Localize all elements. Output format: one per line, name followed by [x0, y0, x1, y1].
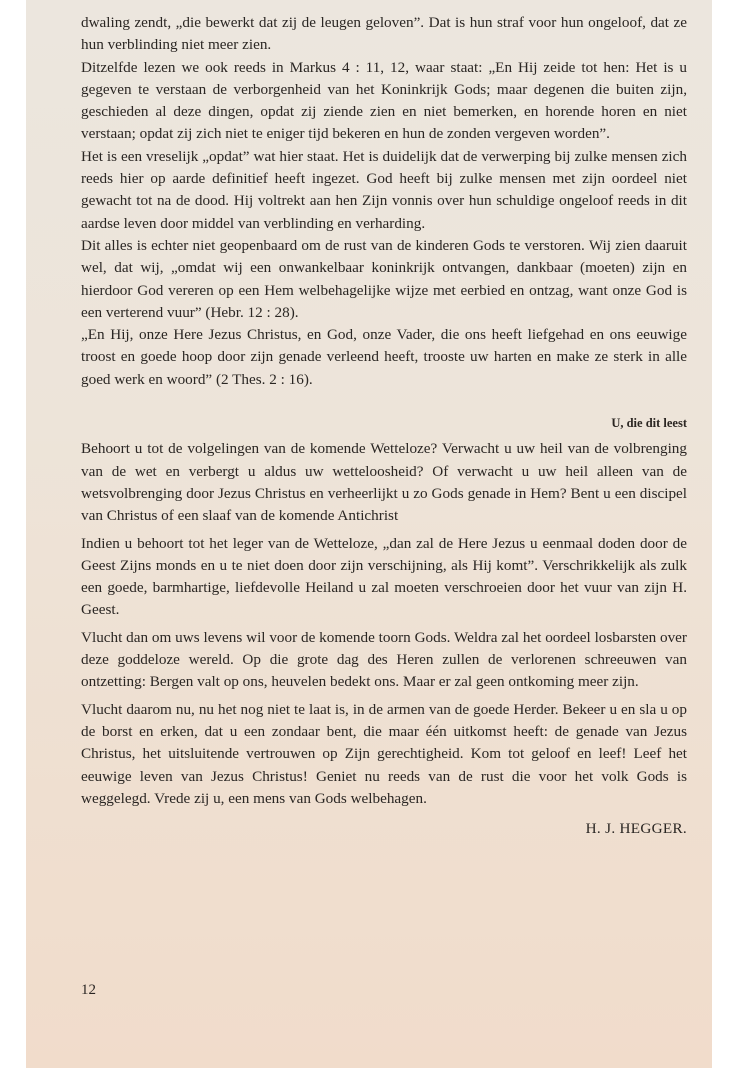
- author-signature: H. J. HEGGER.: [585, 820, 687, 838]
- paragraph: Vlucht dan om uws levens wil voor de komende toorn Gods. Weldra zal het oordeel losbarsten over deze goddeloze wereld. Op die grote dag des Heren zullen de verlorenen schreeuwen van ontzetting: Bergen valt op ons, heuvelen bedekt ons. Maar er zal geen ontkoming meer zijn.: [81, 628, 687, 691]
- page-body: [81, 12, 687, 840]
- section-heading: U, die dit leest: [611, 416, 687, 431]
- paragraph: Behoort u tot de volgelingen van de komende Wetteloze? Verwacht u uw heil van de volbrenging van de wet en verbergt u aldus uw wetteloosheid? Of verwacht u uw heil alleen van de wetsvolbrenging door Jezus Christus en verheerlijkt u zo Gods genade in Hem? Bent u een discipel van Christus of een slaaf van de komende Antichrist: [81, 440, 687, 525]
- paragraph: Indien u behoort tot het leger van de Wetteloze, „dan zal de Here Jezus u eenmaal doden door de Geest Zijns monds en u te niet doen door zijn verschijning, als Hij komt”. Verschrikkelijk als zulk een goede, barmhartige, liefdevolle Heiland u zal moeten verschroeien door het vuur van zijn H. Geest.: [81, 534, 687, 619]
- book-page: [26, 0, 712, 1068]
- paragraph: „En Hij, onze Here Jezus Christus, en God, onze Vader, die ons heeft liefgehad en ons eeuwige troost en goede hoop door zijn genade verleend heeft, trooste uw harten en make ze sterk in alle goed werk en woord” (2 Thes. 2 : 16).: [81, 326, 687, 388]
- paragraph: Dit alles is echter niet geopenbaard om de rust van de kinderen Gods te verstoren. Wij zien daaruit wel, dat wij, „omdat wij een onwankelbaar koninkrijk ontvangen, dankbaar (moeten) zijn en hierdoor God vereren op een Hem welbehagelijke wijze met eerbied en ontzag, want onze God is een verterend vuur” (Hebr. 12 : 28).: [81, 236, 687, 321]
- paragraph: Het is een vreselijk „opdat” wat hier staat. Het is duidelijk dat de verwerping bij zulke mensen zich reeds hier op aarde definitief heeft ingezet. God heeft bij zulke mensen met zijn oordeel niet gewacht tot na de dood. Hij voltrekt aan hen Zijn vonnis over hun schuldige ongeloof reeds in dit aardse leven door middel van verblinding en verharding.: [81, 147, 687, 232]
- paragraph: Ditzelfde lezen we ook reeds in Markus 4 : 11, 12, waar staat: „En Hij zeide tot hen: Het is u gegeven te verstaan de verborgenheid van het Koninkrijk Gods; maar degenen die buiten zijn, geschieden al deze dingen, opdat zij ziende zien en niet bemerken, en horende horen en niet verstaan; opdat zij zich niet te eniger tijd bekeren en hun de zonden vergeven worden”.: [81, 58, 687, 143]
- paragraph: dwaling zendt, „die bewerkt dat zij de leugen geloven”. Dat is hun straf voor hun ongeloof, dat ze hun verblinding niet meer zien.: [81, 14, 687, 54]
- page-number: 12: [81, 982, 96, 998]
- paragraph: Vlucht daarom nu, nu het nog niet te laat is, in de armen van de goede Herder. Bekeer u en sla u op de borst en erken, dat u een zondaar bent, die maar één uitkomst heeft: de genade van Jezus Christus, het uitsluitende vertrouwen op Zijn gerechtigheid. Kom tot geloof en leef! Leef het eeuwige leven van Jezus Christus! Geniet nu reeds van de rust die voor het volk Gods is weggelegd. Vrede zij u, een mens van Gods welbehagen.: [81, 700, 687, 807]
